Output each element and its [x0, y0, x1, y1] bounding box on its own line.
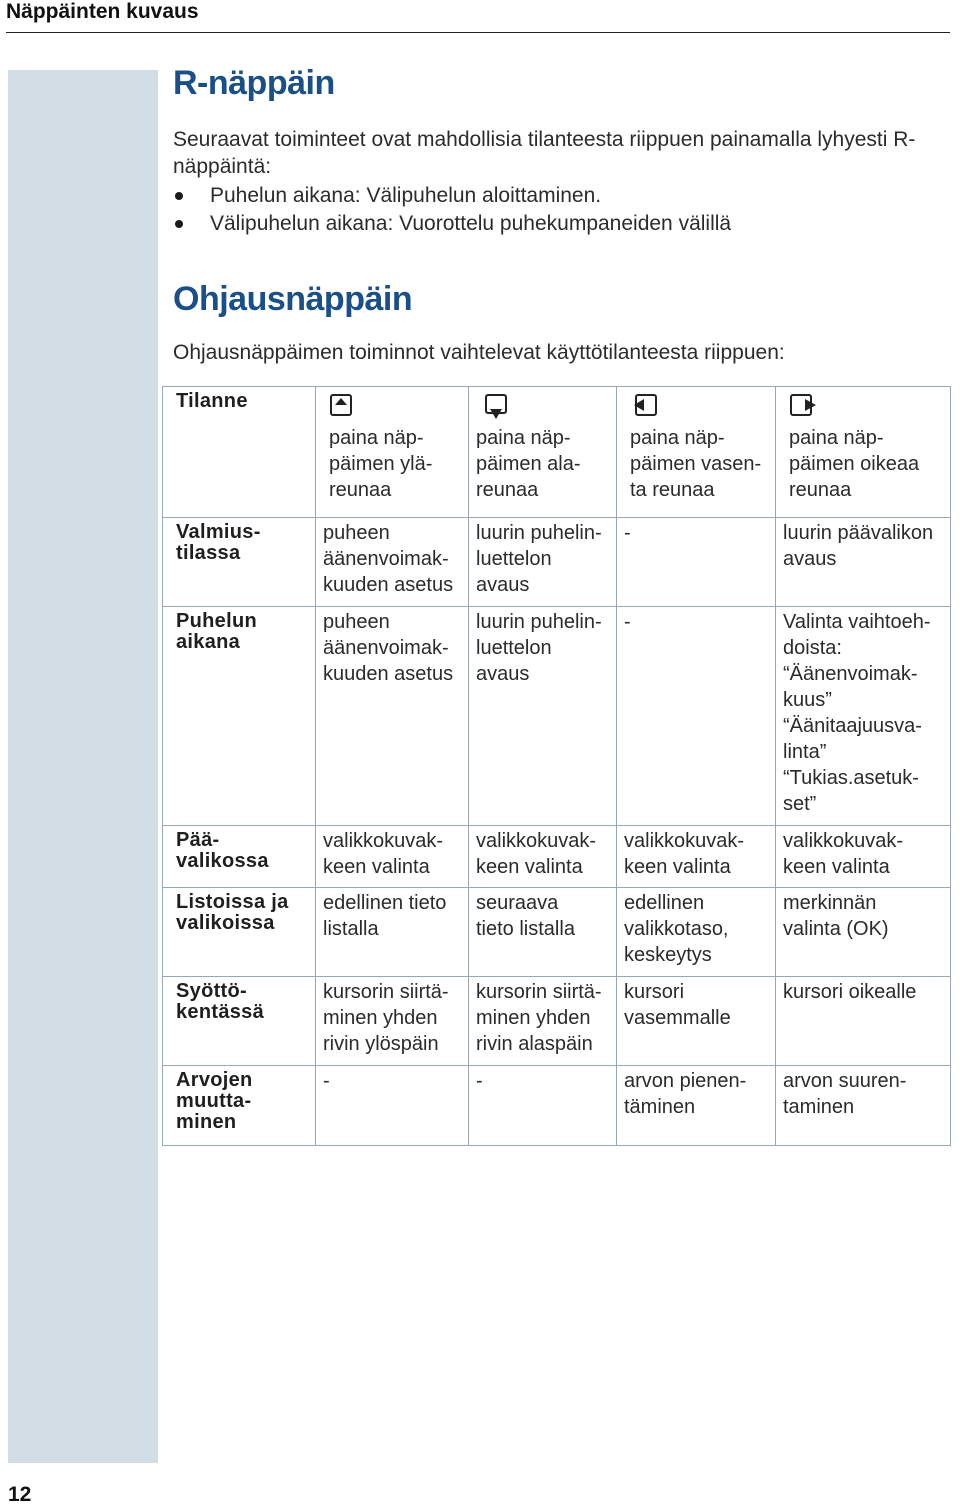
bullet-item: [173, 182, 731, 210]
table-cell: valikkokuvak- keen valinta: [617, 826, 776, 888]
table-header-row: [163, 387, 951, 518]
table-cell: -: [617, 607, 776, 826]
bullet-icon: [175, 192, 183, 200]
margin-sidebar: [8, 70, 158, 1463]
nav-key-up-icon: [323, 389, 462, 425]
table-cell: valikkokuvak- keen valinta: [776, 826, 951, 888]
table-cell: -: [469, 1066, 617, 1146]
r-key-intro: Seuraavat toiminteet ovat mahdollisia tilanteesta riippuen painamalla lyhyesti R-näppäintä:: [173, 128, 916, 178]
header-divider: [6, 32, 950, 33]
table-cell: valikkokuvak- keen valinta: [316, 826, 469, 888]
table-cell: edellinen valikkotaso, keskeytys: [617, 888, 776, 977]
row-label: Puhelun aikana: [163, 607, 316, 826]
table-cell: seuraava tieto listalla: [469, 888, 617, 977]
control-key-title: Ohjausnäppäin: [173, 280, 413, 318]
table-cell: merkinnän valinta (OK): [776, 888, 951, 977]
control-key-table: [162, 386, 951, 1146]
table-cell: Valinta vaihtoeh- doista: “Äänenvoimak- kuus” “Äänitaajuusva- linta” “Tukias.asetuk- set”: [776, 607, 951, 826]
column-header-label: paina näp- päimen vasen- ta reunaa: [630, 427, 762, 501]
row-label: Pää- valikossa: [163, 826, 316, 888]
bullet-icon: [175, 220, 183, 228]
column-header-label: paina näp- päimen ylä- reunaa: [329, 427, 433, 501]
nav-key-left-icon: [624, 389, 769, 425]
column-header-right: [776, 387, 951, 518]
column-header-label: paina näp- päimen oikeaa reunaa: [789, 427, 920, 501]
table-cell: luurin puhelin- luettelon avaus: [469, 518, 617, 607]
table-cell: kursorin siirtä- minen yhden rivin ylöspäin: [316, 977, 469, 1066]
table-row: [163, 518, 951, 607]
bullet-text: Puhelun aikana: Välipuhelun aloittaminen.: [210, 184, 602, 207]
table-cell: puheen äänenvoimak- kuuden asetus: [316, 518, 469, 607]
table-row: [163, 977, 951, 1066]
table-cell: arvon pienen- täminen: [617, 1066, 776, 1146]
table-cell: arvon suuren- taminen: [776, 1066, 951, 1146]
table-row: [163, 826, 951, 888]
table-row: [163, 888, 951, 977]
bullet-text: Välipuhelun aikana: Vuorottelu puhekumpaneiden välillä: [210, 212, 732, 235]
table-cell: edellinen tieto listalla: [316, 888, 469, 977]
row-label: Arvojen muutta- minen: [163, 1066, 316, 1146]
bullet-item: [173, 210, 731, 238]
row-label: Listoissa ja valikoissa: [163, 888, 316, 977]
running-header: Näppäinten kuvaus: [6, 0, 199, 23]
r-key-title: R-näppäin: [173, 64, 335, 102]
column-header-situation: Tilanne: [163, 387, 316, 518]
table-cell: puheen äänenvoimak- kuuden asetus: [316, 607, 469, 826]
table-cell: kursori vasemmalle: [617, 977, 776, 1066]
row-label: Valmius- tilassa: [163, 518, 316, 607]
column-header-left: [617, 387, 776, 518]
table-cell: kursorin siirtä- minen yhden rivin alaspäin: [469, 977, 617, 1066]
page-number: 12: [8, 1483, 32, 1506]
table-cell: -: [316, 1066, 469, 1146]
column-header-up: [316, 387, 469, 518]
row-label: Syöttö- kentässä: [163, 977, 316, 1066]
nav-key-right-icon: [783, 389, 944, 425]
table-cell: kursori oikealle: [776, 977, 951, 1066]
column-header-down: [469, 387, 617, 518]
table-row: [163, 607, 951, 826]
table-cell: -: [617, 518, 776, 607]
control-key-intro: Ohjausnäppäimen toiminnot vaihtelevat käyttötilanteesta riippuen:: [173, 341, 785, 364]
table-cell: valikkokuvak- keen valinta: [469, 826, 617, 888]
column-header-label: paina näp- päimen ala- reunaa: [476, 427, 581, 501]
r-key-bullets: [173, 182, 731, 238]
table-cell: luurin päävalikon avaus: [776, 518, 951, 607]
table-row: [163, 1066, 951, 1146]
table-cell: luurin puhelin- luettelon avaus: [469, 607, 617, 826]
nav-key-down-icon: [476, 389, 610, 425]
